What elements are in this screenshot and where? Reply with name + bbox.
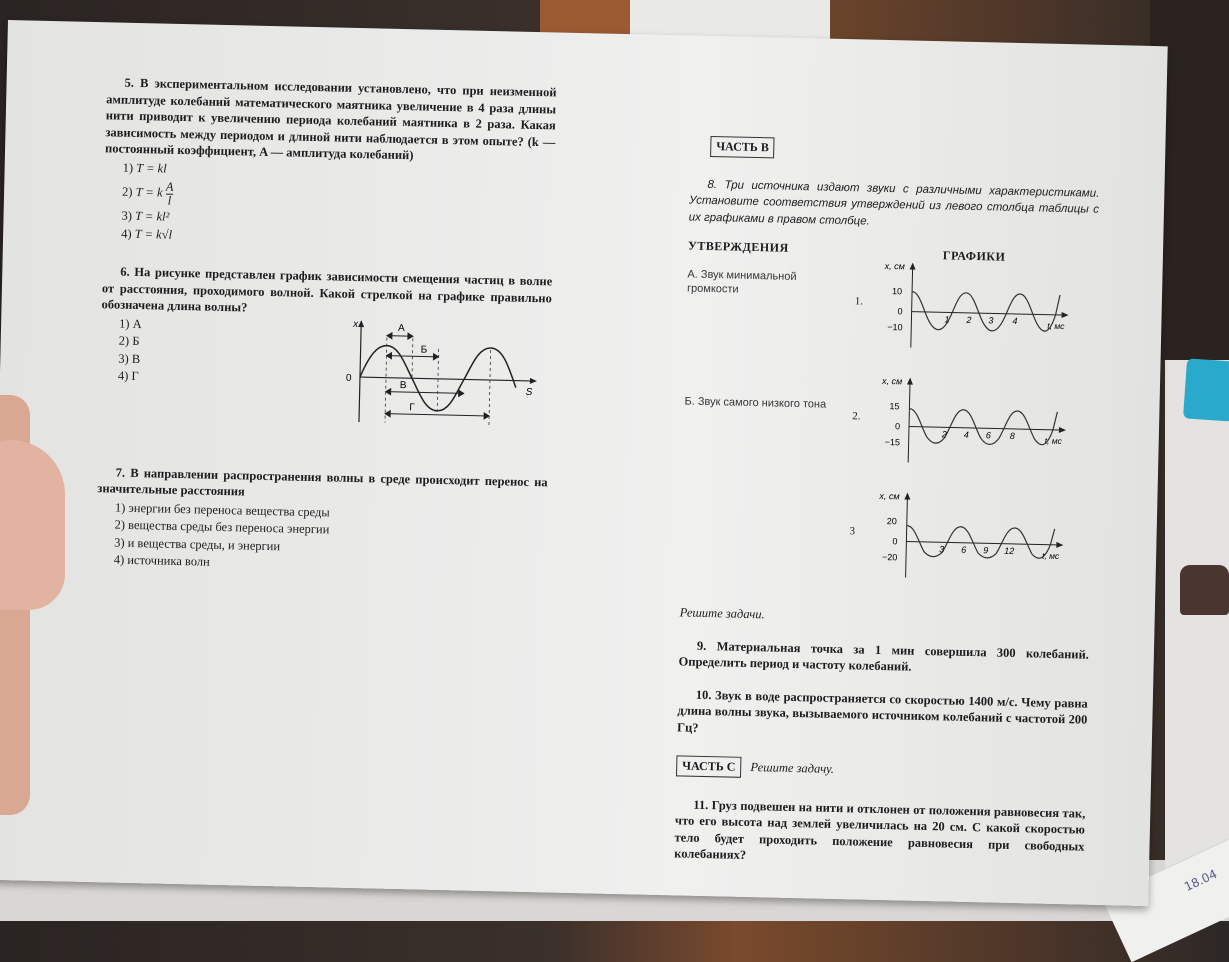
desk-surface-right (1165, 360, 1229, 880)
solve-instruction: Решите задачи. (679, 605, 765, 622)
svg-text:t, мс: t, мс (1044, 435, 1062, 447)
question-6 (100, 263, 553, 414)
option-3[interactable]: 3) T = kl² (121, 208, 170, 224)
question-10 (677, 686, 1088, 745)
question-text: Груз подвешен на нити и отклонен от положения равновесия так, что его высота над землей увеличилась на 20 см. С какой скоростью тело будет проходить положение равновесия при свободных колебаниях? (674, 797, 1086, 862)
match-row-1 (685, 259, 1098, 383)
svg-text:1: 1 (944, 314, 950, 325)
statements-header: УТВЕРЖДЕНИЯ (687, 238, 789, 255)
svg-text:15: 15 (889, 401, 900, 412)
option-4[interactable]: 4) источника волн (113, 552, 210, 569)
option-2[interactable]: 2) T = k $\frac{A}{l}$ (121, 179, 174, 208)
graph-number: 1. (854, 295, 864, 308)
right-column (674, 136, 1100, 872)
svg-text:В: В (399, 379, 407, 392)
svg-text:S: S (525, 386, 533, 398)
svg-text:x, см: x, см (879, 490, 900, 502)
blue-object (1183, 358, 1229, 421)
option-4[interactable]: 4) T = k√l (121, 226, 173, 242)
graph-number: 2. (852, 410, 861, 423)
svg-text:2: 2 (941, 429, 947, 440)
question-5 (103, 74, 557, 251)
option-4[interactable]: 4) Г (117, 368, 139, 384)
question-text: Три источника издают звуки с различными характеристиками. Установите соответствия утверждений из левого столбца таблицы с их графиками в правом столбце. (688, 178, 1100, 228)
graph-1[interactable] (881, 259, 1083, 354)
question-text: Материальная точка за 1 мин совершила 300 колебаний. Определить период и частоту колебаний. (678, 638, 1090, 674)
part-c-instruction: Решите задачу. (750, 760, 835, 776)
question-number: 7. (115, 465, 126, 480)
option-1[interactable]: 1) энергии без переноса вещества среды (114, 500, 330, 519)
svg-text:x: x (353, 318, 359, 331)
svg-text:−15: −15 (884, 436, 901, 448)
svg-text:−10: −10 (887, 322, 903, 333)
statement-b[interactable]: Б. Звук самого низкого тона (684, 395, 827, 411)
svg-text:t, мс: t, мс (1042, 550, 1060, 561)
option-2[interactable]: 2) вещества среды без переноса энергии (114, 517, 330, 537)
svg-text:x, см: x, см (881, 375, 903, 387)
question-8 (680, 176, 1100, 614)
svg-text:Г: Г (409, 402, 415, 414)
question-9 (678, 637, 1089, 679)
sticker-note: 18.04 (1102, 839, 1229, 962)
svg-text:9: 9 (983, 545, 989, 556)
part-b-header (710, 136, 1100, 165)
question-text: В направлении распространения волны в среде происходит перенос на значительные расстояния (97, 465, 548, 499)
question-7 (96, 464, 548, 578)
thumb (0, 440, 65, 610)
svg-text:6: 6 (961, 544, 967, 555)
svg-text:4: 4 (1012, 315, 1018, 326)
jar (1180, 565, 1229, 615)
part-c-header (676, 755, 1086, 785)
part-b-title: ЧАСТЬ В (710, 136, 775, 158)
match-row-3 (680, 489, 1093, 613)
graph-3[interactable] (876, 489, 1078, 584)
graphs-header: ГРАФИКИ (942, 248, 1006, 264)
graph-2[interactable] (878, 374, 1080, 469)
left-column (96, 74, 557, 579)
svg-text:2: 2 (966, 314, 972, 325)
graph-number: 3 (849, 525, 856, 538)
svg-text:10: 10 (891, 286, 903, 297)
question-number: 9. (696, 638, 707, 653)
svg-text:0: 0 (894, 421, 901, 432)
svg-text:−20: −20 (881, 551, 898, 563)
svg-text:0: 0 (897, 306, 903, 317)
svg-text:А: А (397, 322, 405, 335)
svg-text:Б: Б (420, 344, 428, 356)
statement-a[interactable]: А. Звук минимальной громкости (686, 268, 797, 296)
svg-text:4: 4 (963, 429, 969, 440)
option-2[interactable]: 2) Б (118, 333, 140, 349)
svg-text:t, мс: t, мс (1047, 320, 1065, 332)
question-text: Звук в воде распространяется со скоростью 1400 м/с. Чему равна длина волны звука, вызываемого источником колебаний с частотой 200 Гц? (676, 687, 1088, 735)
svg-text:8: 8 (1009, 430, 1015, 441)
wave-figure (339, 317, 551, 432)
option-3[interactable]: 3) В (118, 351, 141, 366)
question-number: 5. (124, 75, 135, 90)
question-text: На рисунке представлен график зависимости смещения частиц в волне от расстояния, проходимого волной. Какой стрелкой на графике правильно обозначена длина волны? (101, 264, 553, 315)
svg-text:0: 0 (892, 536, 898, 547)
svg-text:0: 0 (345, 372, 352, 384)
svg-text:3: 3 (988, 315, 994, 326)
option-1[interactable]: 1) А (118, 316, 142, 331)
option-1[interactable]: 1) T = kl (122, 160, 167, 176)
svg-text:12: 12 (1004, 545, 1015, 556)
svg-text:3: 3 (939, 544, 945, 555)
question-number: 8. (707, 178, 718, 191)
question-11 (674, 796, 1085, 871)
question-number: 6. (120, 264, 130, 279)
answer-options (121, 159, 555, 251)
match-row-2 (683, 374, 1096, 498)
option-3[interactable]: 3) и вещества среды, и энергии (114, 535, 281, 553)
svg-text:20: 20 (886, 516, 897, 527)
svg-text:6: 6 (985, 430, 991, 441)
part-c-title: ЧАСТЬ С (676, 755, 742, 777)
question-number: 10. (695, 687, 712, 702)
exam-sheet (0, 20, 1168, 906)
svg-text:x, см: x, см (884, 260, 905, 272)
question-number: 11. (693, 797, 709, 812)
fraction: $\frac{A}{l}$ (165, 179, 174, 208)
question-text: В экспериментальном исследовании установлено, что при неизменной амплитуде колебаний математического маятника увеличение в 4 раза длины нити приводит к увеличению периода колебаний маятника в 2 раза. Какая зависимость между периодом и длиной нити наблюдается в этом опыте? (k — постоянный коэффициент, A — амплитуда колебаний) (104, 76, 557, 163)
answer-options (114, 499, 547, 578)
